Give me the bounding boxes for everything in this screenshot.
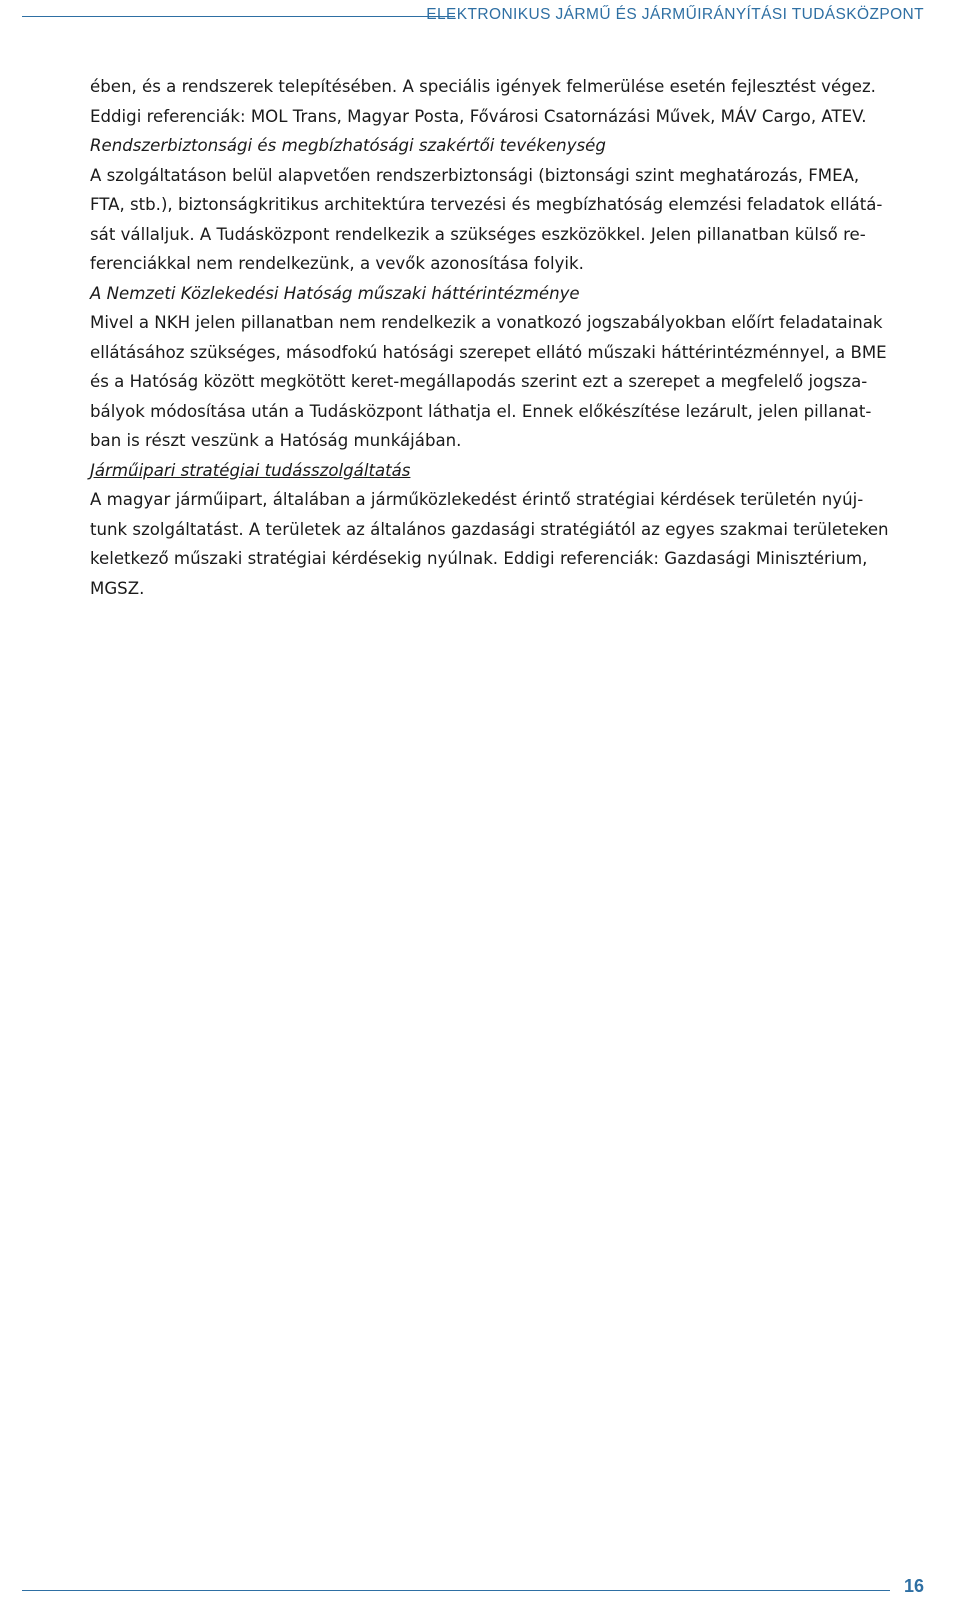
paragraph-line: A szolgáltatáson belül alapvetően rendszerbiztonsági (biztonsági szint meghatározás, FMEA, bbox=[90, 165, 860, 185]
paragraph-line: bályok módosítása után a Tudásközpont láthatja el. Ennek előkészítése lezárult, jelen pillanat- bbox=[90, 401, 872, 421]
paragraph-line: keletkező műszaki stratégiai kérdésekig nyúlnak. Eddigi referenciák: Gazdasági Minisztérium, bbox=[90, 549, 868, 568]
paragraph-line: sát vállaljuk. A Tudásközpont rendelkezik a szükséges eszközökkel. Jelen pillanatban külső re- bbox=[90, 224, 866, 244]
page-number: 16 bbox=[903, 1576, 924, 1596]
paragraph-line: A magyar járműipart, általában a járműközlekedést érintő stratégiai kérdések területén nyúj- bbox=[90, 490, 864, 509]
page-footer bbox=[0, 1576, 960, 1610]
paragraph-line: ban is részt veszünk a Hatóság munkájában. bbox=[90, 431, 462, 450]
paragraph-line: MGSZ. bbox=[90, 578, 145, 598]
paragraph-line: ellátásához szükséges, másodfokú hatósági szerepet ellátó műszaki háttérintézménnyel, a BME bbox=[90, 342, 887, 362]
header-title: ELEKTRONIKUS JÁRMŰ ÉS JÁRMŰIRÁNYÍTÁSI TUDÁSKÖZPONT bbox=[426, 6, 924, 23]
paragraph-line: Mivel a NKH jelen pillanatban nem rendelkezik a vonatkozó jogszabályokban előírt feladatainak bbox=[90, 313, 883, 332]
section-paragraph-rendszerbiztonsag bbox=[90, 161, 946, 279]
paragraph-line: Eddigi referenciák: MOL Trans, Magyar Posta, Fővárosi Csatornázási Művek, MÁV Cargo, ATEV. bbox=[90, 106, 867, 126]
paragraph-line: ében, és a rendszerek telepítésében. A speciális igények felmerülése esetén fejlesztést végez. bbox=[90, 77, 876, 96]
intro-paragraph bbox=[90, 72, 946, 131]
paragraph-line: és a Hatóság között megkötött keret-megállapodás szerint ezt a szerepet a megfelelő jogsza- bbox=[90, 372, 868, 391]
section-heading-jarmuipari: Járműipari stratégiai tudásszolgáltatás bbox=[90, 460, 411, 480]
section-heading-nkh: A Nemzeti Közlekedési Hatóság műszaki háttérintézménye bbox=[90, 283, 580, 303]
section-paragraph-jarmuipari bbox=[90, 485, 946, 603]
page-header bbox=[0, 0, 960, 34]
page-content bbox=[90, 72, 946, 603]
paragraph-line: FTA, stb.), biztonságkritikus architektúra tervezési és megbízhatóság elemzési feladatok ellátá- bbox=[90, 195, 883, 214]
footer-rule bbox=[22, 1590, 890, 1591]
paragraph-line: ferenciákkal nem rendelkezünk, a vevők azonosítása folyik. bbox=[90, 254, 584, 273]
section-paragraph-nkh bbox=[90, 308, 946, 456]
paragraph-line: tunk szolgáltatást. A területek az általános gazdasági stratégiától az egyes szakmai területeken bbox=[90, 519, 889, 539]
header-rule bbox=[22, 16, 455, 17]
section-heading-rendszerbiztonsag: Rendszerbiztonsági és megbízhatósági szakértői tevékenység bbox=[90, 136, 606, 155]
